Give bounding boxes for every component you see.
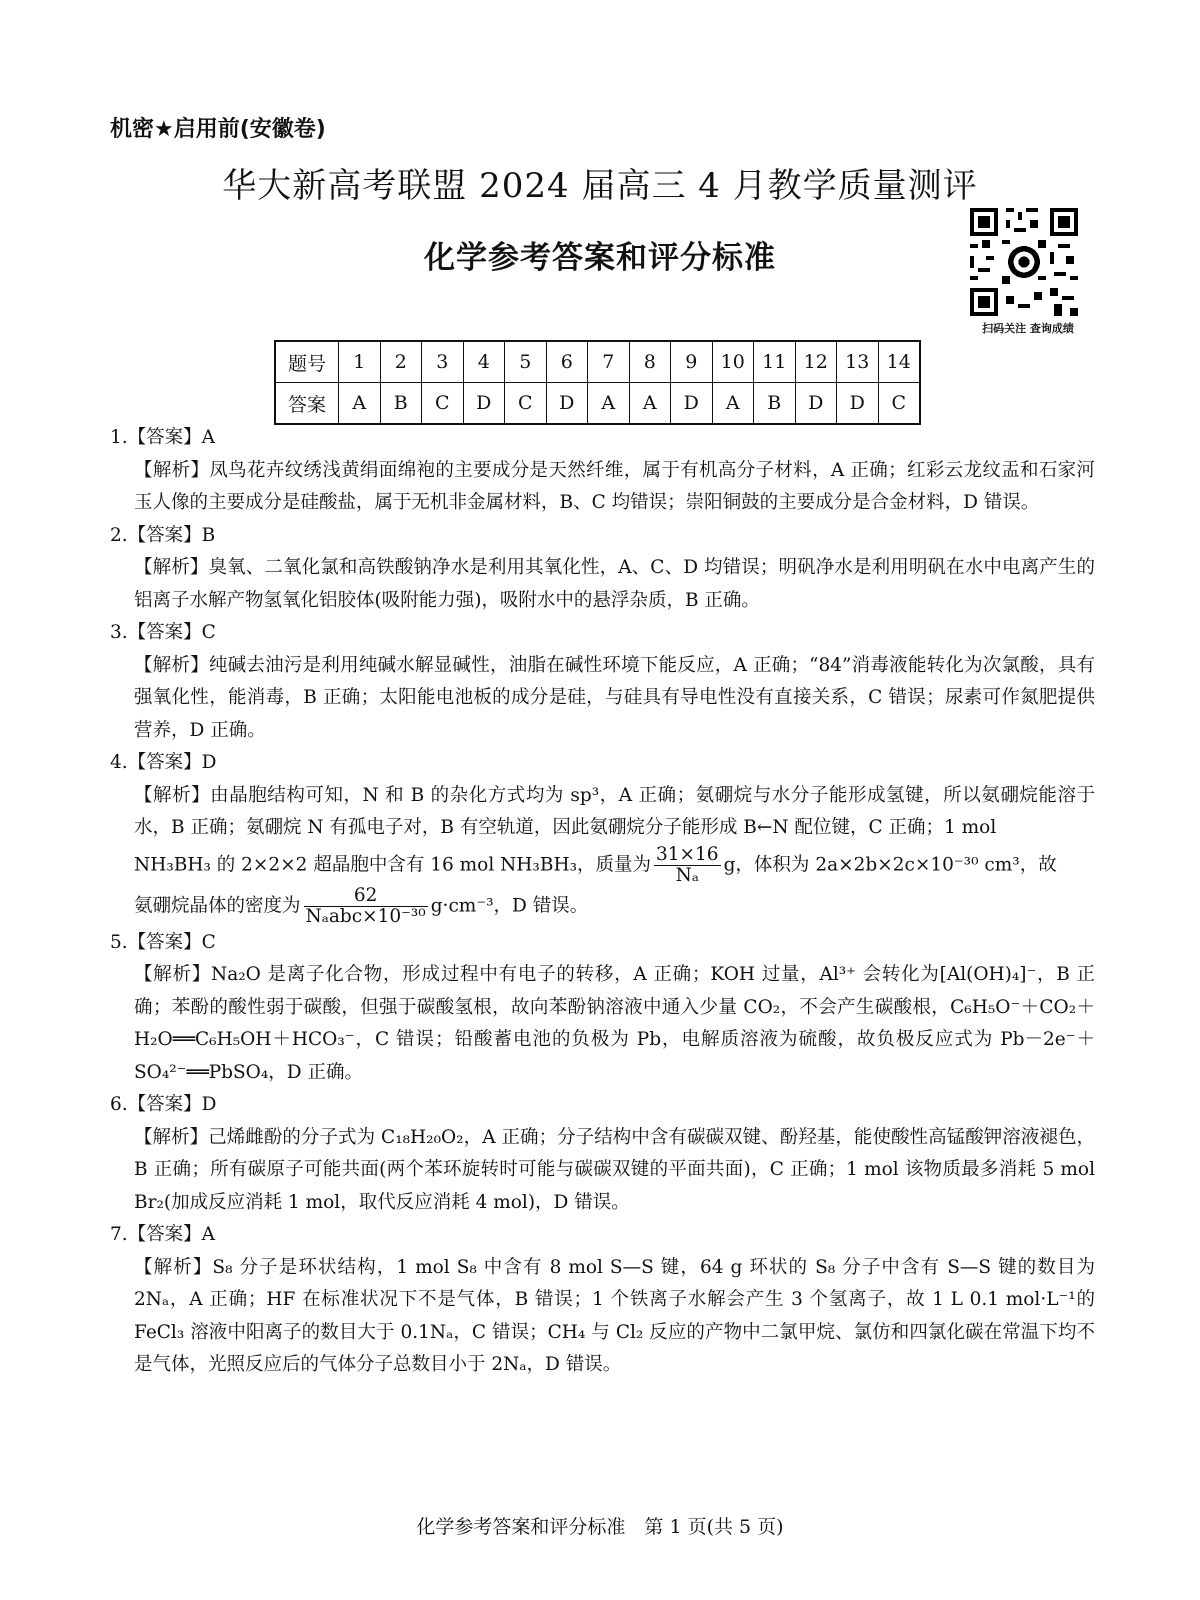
question-3-answer: 3.【答案】C [110, 622, 216, 643]
table-cell: C [422, 383, 464, 425]
fraction-numerator: 62 [304, 886, 428, 907]
table-cell: A [588, 383, 630, 425]
table-cell: 4 [463, 341, 505, 383]
question-2-analysis: 【解析】臭氧、二氧化氯和高铁酸钠净水是利用其氧化性，A、C、D 均错误；明矾净水是利用明矾在水中电离产生的铝离子水解产物氢氧化铝胶体(吸附能力强)，吸附水中的悬浮杂质，B 正确。 [134, 557, 1095, 611]
qr-code-icon[interactable] [970, 208, 1078, 316]
table-cell: 9 [671, 341, 713, 383]
table-cell: 10 [712, 341, 754, 383]
fraction-numerator: 31×16 [656, 843, 719, 865]
qr-caption: 扫码关注 查询成绩 [982, 322, 1074, 335]
table-cell: 5 [505, 341, 547, 383]
table-cell: D [546, 383, 588, 425]
question-5-answer: 5.【答案】C [110, 931, 216, 953]
question-4-text-5: g·cm⁻³，D 错误。 [430, 895, 589, 916]
question-5-analysis: 【解析】Na₂O 是离子化合物，形成过程中有电子的转移，A 正确；KOH 过量，Al³⁺ 会转化为[Al(OH)₄]⁻，B 正确；苯酚的酸性弱于碳酸，但强于碳酸氢根，故向苯酚钠溶液中通入少量 CO₂，不会产生碳酸根，C₆H₅O⁻＋CO₂＋H₂O══C₆H₅OH＋HCO₃⁻，C 错误；铅酸蓄电池的负极为 Pb，电解质溶液为硫酸，故负极反应式为 Pb－2e⁻＋SO₄²⁻══PbSO₄，D 正确。 [134, 964, 1095, 1083]
table-row-numbers [275, 341, 920, 383]
table-cell: C [505, 383, 547, 425]
table-cell: D [671, 383, 713, 425]
table-cell: 2 [380, 341, 422, 383]
fraction-denominator: Nₐ [675, 864, 699, 886]
question-1-analysis: 【解析】凤鸟花卉纹绣浅黄绢面绵袍的主要成分是天然纤维，属于有机高分子材料，A 正确；红彩云龙纹盂和石家河玉人像的主要成分是硅酸盐，属于无机非金属材料，B、C 均错误；崇阳铜鼓的主要成分是合金材料，D 错误。 [134, 459, 1095, 513]
question-6-analysis: 【解析】己烯雌酚的分子式为 C₁₈H₂₀O₂，A 正确；分子结构中含有碳碳双键、酚羟基，能使酸性高锰酸钾溶液褪色，B 正确；所有碳原子可能共面(两个苯环旋转时可能与碳碳双键的平面共面)，C 正确；1 mol 该物质最多消耗 5 mol Br₂(加成反应消耗 1 mol，取代反应消耗 4 mol)，D 错误。 [134, 1126, 1095, 1213]
table-cell: 6 [546, 341, 588, 383]
fraction-denominator: Nₐabc×10⁻³⁰ [305, 905, 426, 927]
question-4-text-1: 【解析】由晶胞结构可知，N 和 B 的杂化方式均为 sp³，A 正确；氨硼烷与水分子能形成氢键，所以氨硼烷能溶于水，B 正确；氨硼烷 N 有孤电子对，B 有空轨道，因此氨硼烷分子能形成 B←N 配位键，C 正确；1 mol [134, 784, 1095, 838]
table-header-cell: 答案 [275, 383, 339, 425]
table-cell: C [878, 383, 920, 425]
table-cell: 13 [837, 341, 879, 383]
table-cell: D [463, 383, 505, 425]
table-cell: A [339, 383, 381, 425]
question-4-text-2: NH₃BH₃ 的 2×2×2 超晶胞中含有 16 mol NH₃BH₃，质量为 [134, 854, 651, 875]
question-7-analysis: 【解析】S₈ 分子是环状结构，1 mol S₈ 中含有 8 mol S—S 键，64 g 环状的 S₈ 分子中含有 S—S 键的数目为 2Nₐ，A 正确；HF 在标准状况下不是气体，B 错误；1 个铁离子水解会产生 3 个氢离子，故 1 L 0.1 mol·L⁻¹的 FeCl₃ 溶液中阳离子的数目大于 0.1Nₐ，C 错误；CH₄ 与 Cl₂ 反应的产物中二氯甲烷、氯仿和四氯化碳在常温下均不是气体，光照反应后的气体分子总数目小于 2Nₐ，D 错误。 [134, 1256, 1095, 1375]
question-4-answer: 4.【答案】D [110, 752, 217, 773]
table-cell: 1 [339, 341, 381, 383]
table-row-answers [275, 383, 920, 425]
question-4-text-3: g，体积为 2a×2b×2c×10⁻³⁰ cm³，故 [723, 854, 1057, 875]
page-title: 华大新高考联盟 2024 届高三 4 月教学质量测评 [222, 166, 978, 206]
table-cell: B [754, 383, 796, 425]
answer-explanations [110, 422, 1095, 1382]
table-header-cell: 题号 [275, 341, 339, 383]
question-1-answer: 1.【答案】A [110, 427, 216, 448]
table-cell: 3 [422, 341, 464, 383]
table-cell: D [795, 383, 837, 425]
table-cell: D [837, 383, 879, 425]
table-cell: B [380, 383, 422, 425]
table-cell: 11 [754, 341, 796, 383]
question-4-text-4: 氨硼烷晶体的密度为 [134, 895, 301, 916]
table-cell: 12 [795, 341, 837, 383]
table-cell: 14 [878, 341, 920, 383]
question-2-answer: 2.【答案】B [110, 524, 216, 546]
question-4-analysis [110, 780, 1095, 927]
table-cell: 8 [629, 341, 671, 383]
page-subtitle: 化学参考答案和评分标准 [424, 240, 776, 276]
table-cell: 7 [588, 341, 630, 383]
table-cell: A [712, 383, 754, 425]
confidential-label: 机密★启用前(安徽卷) [110, 117, 326, 142]
question-6-answer: 6.【答案】D [110, 1094, 217, 1115]
answer-table [274, 340, 921, 425]
table-cell: A [629, 383, 671, 425]
question-3-analysis: 【解析】纯碱去油污是利用纯碱水解显碱性，油脂在碱性环境下能反应，A 正确；“84”消毒液能转化为次氯酸，具有强氧化性，能消毒，B 正确；太阳能电池板的成分是硅，与硅具有导电性没有直接关系，C 错误；尿素可作氮肥提供营养，D 正确。 [134, 654, 1095, 741]
page-footer: 化学参考答案和评分标准 第 1 页(共 5 页) [416, 1516, 784, 1538]
density-fraction [304, 886, 428, 927]
mass-fraction [654, 845, 721, 886]
question-7-answer: 7.【答案】A [110, 1224, 216, 1245]
